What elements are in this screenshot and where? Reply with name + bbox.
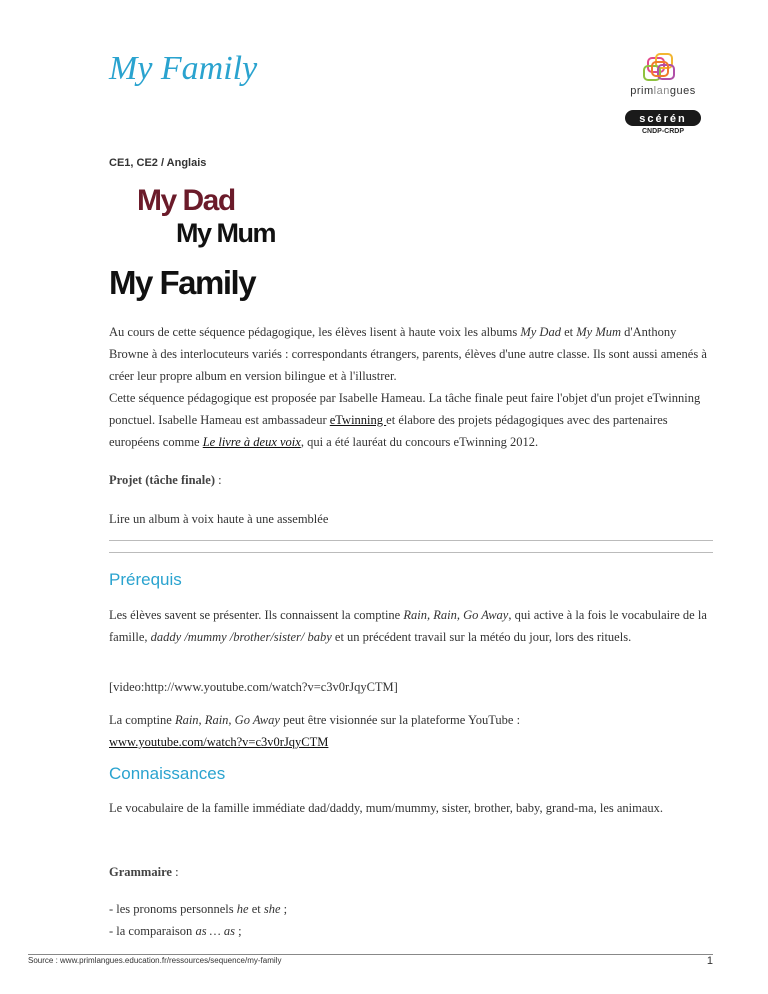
intro-paragraph: Au cours de cette séquence pédagogique, les élèves lisent à haute voix les albums My Dad et My Mum d'Anthony Browne à des interlocuteurs variés : correspondants étrangers, parents, élèves d'une autre classe. Ils sont aussi amenés à créer leur propre album en version bilingue et à l'illustrer. Cette séquence pédagogique est proposée par Isabelle Hameau. La tâche finale peut faire l'objet d'un projet eTwinning ponctuel. Isabelle Hameau est ambassadeur eTwinning et élabore des projets pédagogiques avec des partenaires européens comme Le livre à deux voix, qui a été lauréat du concours eTwinning 2012.	[109, 325, 707, 449]
footer-source: Source : www.primlangues.education.fr/ressources/sequence/my-family	[28, 956, 282, 965]
sceren-subtitle: CNDP-CRDP	[642, 128, 684, 135]
projet-text: Lire un album à voix haute à une assemblée	[109, 512, 329, 526]
primlangues-wordmark: primlangues	[630, 85, 696, 97]
etwinning-link[interactable]: eTwinning	[329, 413, 387, 427]
divider	[109, 540, 713, 541]
list-item: - la comparaison as … as ;	[109, 924, 242, 938]
grammaire-heading: Grammaire :	[109, 865, 179, 879]
livre-deux-voix-link[interactable]: Le livre à deux voix	[202, 435, 301, 449]
youtube-link[interactable]: www.youtube.com/watch?v=c3v0rJqyCTM	[109, 735, 329, 749]
sceren-logo	[625, 108, 701, 142]
cover-line-my-family: My Family	[109, 264, 256, 301]
connaissances-paragraph: Le vocabulaire de la famille immédiate dad/daddy, mum/mummy, sister, brother, baby, grand-ma, les animaux.	[109, 801, 664, 815]
grammar-list	[109, 898, 719, 942]
page-title: My Family	[109, 50, 258, 87]
projet-heading: Projet (tâche finale) :	[109, 473, 222, 487]
cover-line-my-dad: My Dad	[137, 184, 235, 217]
footer-divider	[28, 954, 713, 955]
section-heading-connaissances: Connaissances	[109, 764, 226, 783]
page-number: 1	[706, 955, 713, 967]
svg-text:scérén: scérén	[639, 113, 687, 125]
book-cover-image	[109, 180, 321, 306]
divider	[109, 552, 713, 553]
cover-line-my-mum: My Mum	[176, 218, 275, 248]
list-item: - les pronoms personnels he et she ;	[109, 902, 288, 916]
section-heading-prerequis: Prérequis	[109, 570, 182, 589]
video-embed-placeholder: [video:http://www.youtube.com/watch?v=c3v0rJqyCTM]	[109, 680, 398, 694]
level-label: CE1, CE2 / Anglais	[109, 157, 207, 169]
youtube-paragraph: La comptine Rain, Rain, Go Away peut être visionnée sur la plateforme YouTube : www.youtube.com/watch?v=c3v0rJqyCTM	[109, 713, 521, 749]
prerequis-paragraph: Les élèves savent se présenter. Ils connaissent la comptine Rain, Rain, Go Away, qui active à la fois le vocabulaire de la famille, daddy /mummy /brother/sister/ baby et un précédent travail sur la météo du jour, lors des rituels.	[109, 608, 707, 644]
